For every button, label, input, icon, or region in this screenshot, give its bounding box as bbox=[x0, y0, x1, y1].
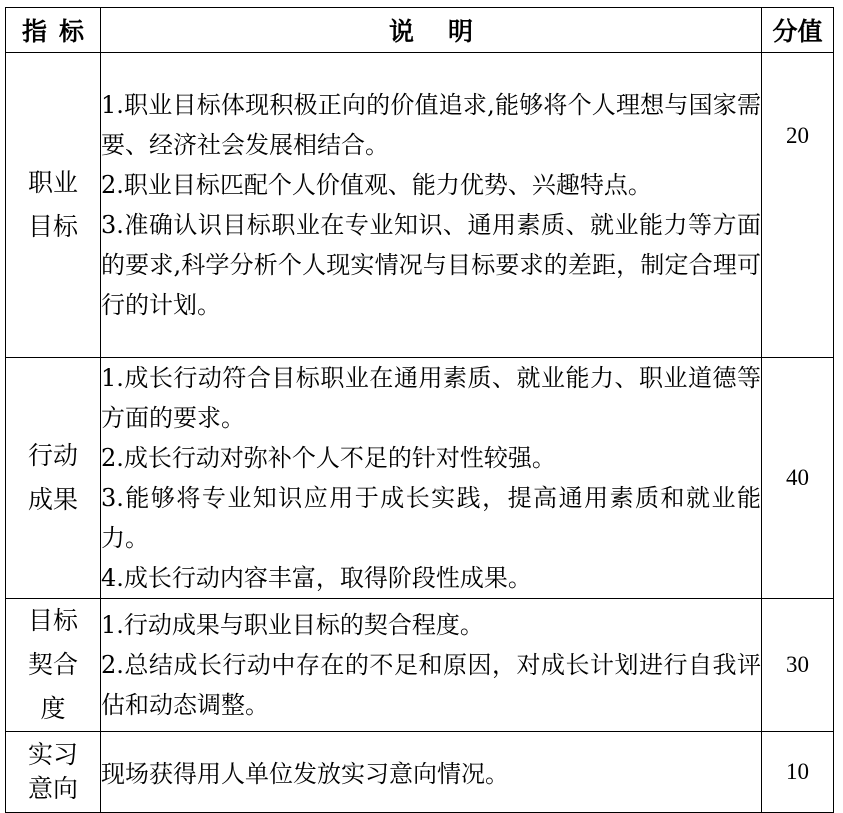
score-value: 30 bbox=[786, 652, 809, 677]
criterion-item: 现场获得用人单位发放实习意向情况。 bbox=[101, 760, 509, 788]
indicator-line: 职业 bbox=[27, 168, 78, 197]
indicator-line: 目标 bbox=[27, 606, 78, 635]
table-row bbox=[6, 599, 834, 732]
score-value: 20 bbox=[786, 123, 809, 148]
header-indicator bbox=[6, 8, 101, 53]
table-row bbox=[6, 732, 834, 813]
score-value: 10 bbox=[786, 759, 809, 784]
criterion-item: 3.准确认识目标职业在专业知识、通用素质、就业能力等方面的要求,科学分析个人现实情况与目标要求的差距，制定合理可行的计划。 bbox=[101, 211, 761, 319]
table-header-row bbox=[6, 8, 834, 53]
indicator-cell bbox=[6, 599, 101, 732]
header-description-label: 说明 bbox=[388, 17, 507, 46]
score-value: 40 bbox=[786, 465, 809, 490]
header-score-label: 分值 bbox=[772, 17, 823, 46]
header-description bbox=[101, 8, 762, 53]
indicator-line: 目标 bbox=[27, 212, 78, 241]
header-score bbox=[762, 8, 834, 53]
criterion-item: 2.职业目标匹配个人价值观、能力优势、兴趣特点。 bbox=[101, 171, 652, 199]
indicator-cell bbox=[6, 358, 101, 599]
score-cell bbox=[762, 599, 834, 732]
indicator-line: 实习 bbox=[27, 740, 78, 769]
criterion-item: 1.成长行动符合目标职业在通用素质、就业能力、职业道德等方面的要求。 bbox=[101, 364, 761, 432]
criterion-item: 1.职业目标体现积极正向的价值追求,能够将个人理想与国家需要、经济社会发展相结合。 bbox=[101, 91, 761, 159]
description-cell bbox=[101, 732, 762, 813]
table-row bbox=[6, 358, 834, 599]
description-cell bbox=[101, 358, 762, 599]
score-cell bbox=[762, 732, 834, 813]
indicator-cell bbox=[6, 732, 101, 813]
table-row bbox=[6, 53, 834, 358]
criterion-item: 2.成长行动对弥补个人不足的针对性较强。 bbox=[101, 444, 556, 472]
criterion-item: 1.行动成果与职业目标的契合程度。 bbox=[101, 611, 484, 639]
criterion-item: 3.能够将专业知识应用于成长实践，提高通用素质和就业能力。 bbox=[101, 484, 761, 552]
indicator-line: 契合 bbox=[27, 650, 78, 679]
criterion-item: 4.成长行动内容丰富，取得阶段性成果。 bbox=[101, 564, 532, 592]
description-cell bbox=[101, 599, 762, 732]
indicator-cell bbox=[6, 53, 101, 358]
header-indicator-label: 指标 bbox=[21, 17, 96, 46]
score-cell bbox=[762, 53, 834, 358]
score-cell bbox=[762, 358, 834, 599]
indicator-line: 意向 bbox=[27, 774, 78, 803]
indicator-line: 度 bbox=[40, 694, 66, 723]
evaluation-rubric-table bbox=[5, 7, 834, 813]
indicator-line: 行动 bbox=[27, 441, 78, 470]
indicator-line: 成果 bbox=[27, 485, 78, 514]
description-cell bbox=[101, 53, 762, 358]
criterion-item: 2.总结成长行动中存在的不足和原因，对成长计划进行自我评估和动态调整。 bbox=[101, 651, 761, 719]
